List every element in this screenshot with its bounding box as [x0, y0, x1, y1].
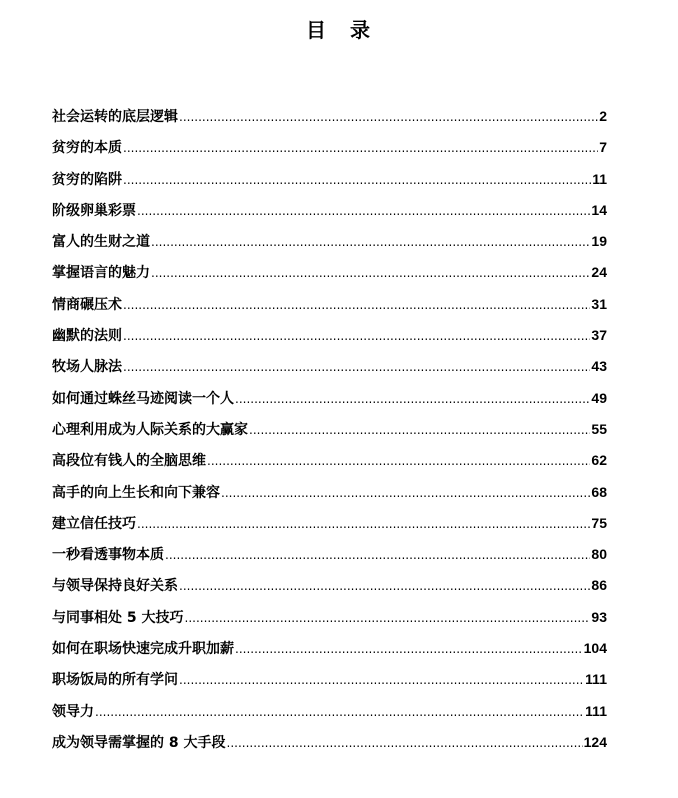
- toc-entry-page: 14: [591, 201, 607, 218]
- toc-entry[interactable]: [52, 356, 607, 387]
- dot-leader: [123, 329, 590, 343]
- toc-entry-page: 19: [591, 233, 607, 250]
- toc-entry-label: 阶级卵巢彩票: [52, 202, 136, 219]
- toc-entry-label: 富人的生财之道: [52, 234, 150, 251]
- toc-entry[interactable]: [52, 732, 607, 763]
- toc-entry-page: 86: [591, 577, 607, 594]
- dot-leader: [123, 298, 590, 312]
- toc-entry-page: 75: [591, 514, 607, 531]
- toc-entry[interactable]: [52, 200, 607, 231]
- toc-entry-page: 93: [591, 608, 607, 625]
- toc-entry-page: 55: [591, 420, 607, 437]
- toc-entry[interactable]: [52, 262, 607, 293]
- toc-entry[interactable]: [52, 388, 607, 419]
- toc-entry-label: 建立信任技巧: [52, 515, 136, 532]
- toc-entry-label: 心理利用成为人际关系的大赢家: [52, 421, 248, 438]
- dot-leader: [95, 705, 584, 719]
- toc-entry-page: 62: [591, 452, 607, 469]
- toc-entry-label: 贫穷的陷阱: [52, 171, 122, 188]
- toc-entry[interactable]: [52, 169, 607, 200]
- toc-entry-label: 高段位有钱人的全脑思维: [52, 453, 206, 470]
- dot-leader: [227, 736, 583, 750]
- toc-entry-label: 如何在职场快速完成升职加薪: [52, 641, 234, 658]
- toc-entry[interactable]: [52, 137, 607, 168]
- toc-entry[interactable]: [52, 482, 607, 513]
- toc-entry-label: 幽默的法则: [52, 328, 122, 345]
- dot-leader: [249, 423, 590, 437]
- toc-entry[interactable]: [52, 450, 607, 481]
- toc-entry[interactable]: [52, 669, 607, 700]
- toc-entry-page: 24: [591, 264, 607, 281]
- table-of-contents: [52, 106, 607, 763]
- dot-leader: [185, 611, 591, 625]
- toc-entry-label: 高手的向上生长和向下兼容: [52, 484, 220, 501]
- toc-entry[interactable]: [52, 544, 607, 575]
- toc-entry[interactable]: [52, 325, 607, 356]
- toc-entry[interactable]: [52, 294, 607, 325]
- toc-entry-page: 80: [591, 546, 607, 563]
- toc-entry-page: 49: [591, 389, 607, 406]
- toc-entry-page: 104: [583, 640, 607, 657]
- toc-entry-label: 成为领导需掌握的 8 大手段: [52, 734, 226, 751]
- toc-entry-label: 牧场人脉法: [52, 359, 122, 376]
- toc-title: 目 录: [306, 18, 372, 42]
- toc-entry-page: 43: [591, 358, 607, 375]
- toc-entry[interactable]: [52, 607, 607, 638]
- toc-entry-page: 68: [591, 483, 607, 500]
- toc-entry-label: 一秒看透事物本质: [52, 547, 164, 564]
- toc-entry[interactable]: [52, 638, 607, 669]
- toc-entry-page: 111: [585, 702, 607, 719]
- toc-entry-label: 与领导保持良好关系: [52, 578, 178, 595]
- toc-entry-label: 掌握语言的魅力: [52, 265, 150, 282]
- dot-leader: [179, 673, 584, 687]
- dot-leader: [207, 454, 590, 468]
- toc-entry-label: 领导力: [52, 703, 94, 720]
- toc-entry-label: 情商碾压术: [52, 296, 122, 313]
- toc-entry[interactable]: [52, 701, 607, 732]
- toc-entry-page: 7: [599, 139, 607, 156]
- toc-entry[interactable]: [52, 419, 607, 450]
- dot-leader: [151, 266, 590, 280]
- dot-leader: [235, 642, 583, 656]
- toc-entry-page: 111: [585, 671, 607, 688]
- dot-leader: [123, 141, 598, 155]
- toc-entry-label: 贫穷的本质: [52, 140, 122, 157]
- dot-leader: [179, 110, 598, 124]
- toc-entry[interactable]: [52, 231, 607, 262]
- dot-leader: [165, 548, 590, 562]
- toc-entry[interactable]: [52, 513, 607, 544]
- dot-leader: [137, 204, 590, 218]
- toc-entry-label: 职场饭局的所有学问: [52, 672, 178, 689]
- toc-entry-label: 社会运转的底层逻辑: [52, 109, 178, 125]
- toc-entry-page: 37: [591, 327, 607, 344]
- dot-leader: [123, 360, 590, 374]
- toc-entry-page: 11: [592, 170, 607, 187]
- dot-leader: [179, 579, 590, 593]
- dot-leader: [151, 235, 590, 249]
- toc-entry-page: 2: [599, 108, 607, 124]
- toc-entry-label: 如何通过蛛丝马迹阅读一个人: [52, 390, 234, 407]
- toc-entry-page: 31: [591, 295, 607, 312]
- toc-entry[interactable]: [52, 575, 607, 606]
- dot-leader: [235, 392, 590, 406]
- toc-entry-label: 与同事相处 5 大技巧: [52, 609, 184, 626]
- toc-entry-page: 124: [583, 733, 607, 750]
- dot-leader: [221, 486, 590, 500]
- dot-leader: [123, 173, 591, 187]
- toc-entry[interactable]: [52, 106, 607, 137]
- dot-leader: [137, 517, 590, 531]
